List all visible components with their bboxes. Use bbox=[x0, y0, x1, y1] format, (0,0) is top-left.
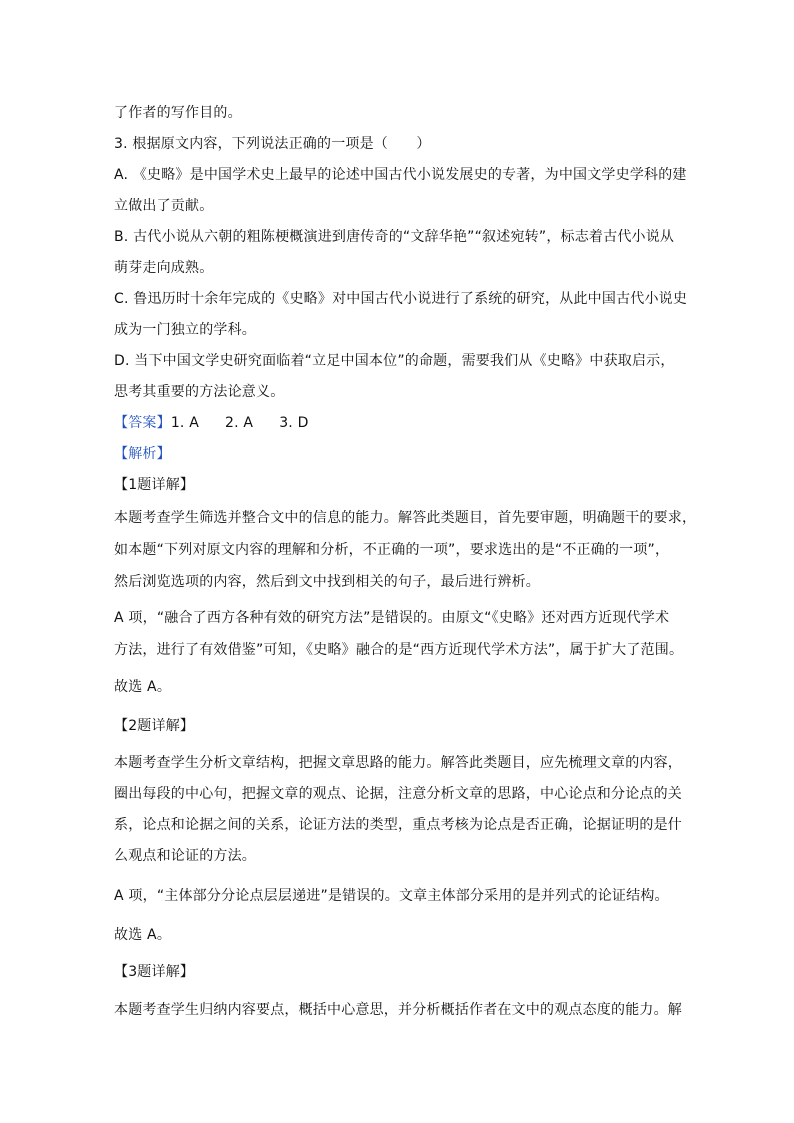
option-a-line-2: 立做出了贡献。 bbox=[114, 198, 214, 214]
text-line: A 项，“融合了西方各种有效的研究方法”是错误的。由原文“《史略》还对西方近现代学术 bbox=[114, 610, 670, 626]
answer-item: 3. D bbox=[279, 415, 309, 431]
option-c-line-2: 成为一门独立的学科。 bbox=[114, 322, 256, 338]
option-d-line-2: 思考其重要的方法论意义。 bbox=[114, 384, 285, 400]
option-b-line-2: 萌芽走向成熟。 bbox=[114, 260, 214, 276]
text-line: 圈出每段的中心句，把握文章的观点、论据，注意分析文章的思路，中心论点和分论点的关 bbox=[114, 786, 682, 802]
section-heading-q3: 【3题详解】 bbox=[114, 964, 195, 980]
analysis-heading: 【解析】 bbox=[114, 446, 171, 462]
text-line: 系，论点和论据之间的关系，论证方法的类型，重点考核为论点是否正确，论据证明的是什 bbox=[114, 817, 682, 833]
text-line: 方法，进行了有效借鉴”可知，《史略》融合的是“西方近现代学术方法”，属于扩大了范围。 bbox=[114, 642, 684, 658]
answer-item: 2. A bbox=[225, 415, 254, 431]
text-line: 本题考查学生归纳内容要点，概括中心意思，并分析概括作者在文中的观点态度的能力。解 bbox=[114, 1002, 682, 1018]
option-b-line-1: B. 古代小说从六朝的粗陈梗概演进到唐传奇的“文辞华艳”“叙述宛转”，标志着古代小说从 bbox=[114, 229, 675, 245]
answer-line bbox=[114, 413, 335, 433]
section-heading-q2: 【2题详解】 bbox=[114, 718, 195, 734]
text-line: 了作者的写作目的。 bbox=[114, 105, 242, 121]
text-line: 本题考查学生筛选并整合文中的信息的能力。解答此类题目，首先要审题，明确题干的要求， bbox=[114, 510, 697, 526]
answer-item: 1. A bbox=[170, 415, 199, 431]
option-c-line-1: C. 鲁迅历时十余年完成的《史略》对中国古代小说进行了系统的研究，从此中国古代小说史 bbox=[114, 291, 688, 307]
answer-label: 【答案】 bbox=[114, 415, 171, 431]
text-line: 本题考查学生分析文章结构，把握文章思路的能力。解答此类题目，应先梳理文章的内容， bbox=[114, 755, 682, 771]
text-line: 如本题“下列对原文内容的理解和分析，不正确的一项”，要求选出的是“不正确的一项”， bbox=[114, 542, 670, 558]
section-heading-q1: 【1题详解】 bbox=[114, 477, 195, 493]
option-d-line-1: D. 当下中国文学史研究面临着“立足中国本位”的命题，需要我们从《史略》中获取启示， bbox=[114, 353, 675, 369]
text-line: 么观点和论证的方法。 bbox=[114, 848, 256, 864]
option-a-line-1: A. 《史略》是中国学术史上最早的论述中国古代小说发展史的专著，为中国文学史学科的建 bbox=[114, 167, 687, 183]
text-line: 故选 A。 bbox=[114, 679, 172, 695]
text-line: 然后浏览选项的内容，然后到文中找到相关的句子，最后进行辨析。 bbox=[114, 574, 540, 590]
question-3-stem: 3. 根据原文内容，下列说法正确的一项是（ ） bbox=[114, 136, 431, 152]
text-line: A 项，“主体部分分论点层层递进”是错误的。文章主体部分采用的是并列式的论证结构。 bbox=[114, 888, 669, 904]
text-line: 故选 A。 bbox=[114, 927, 172, 943]
